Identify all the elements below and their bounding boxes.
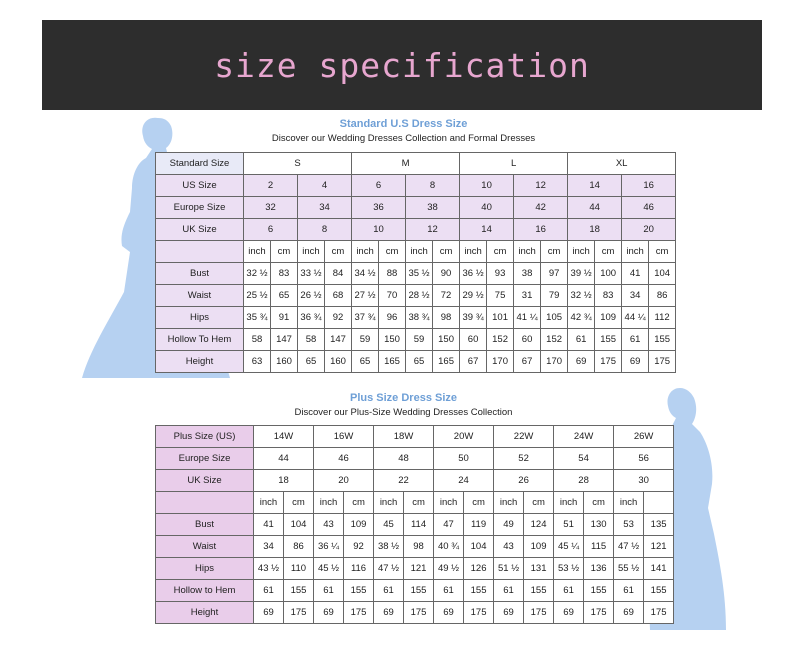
europe-size-cell: 40 <box>460 197 514 219</box>
plus-uk-cell: 20 <box>314 470 374 492</box>
measurement-cell: 98 <box>404 536 434 558</box>
unit-cell: inch <box>514 241 541 263</box>
measurement-cell: 104 <box>464 536 494 558</box>
plus-europe-cell: 54 <box>554 448 614 470</box>
measurement-cell: 35 ¾ <box>244 307 271 329</box>
measurement-cell: 68 <box>325 285 352 307</box>
measurement-cell: 131 <box>524 558 554 580</box>
measurement-cell: 141 <box>644 558 674 580</box>
measurement-cell: 65 <box>406 351 433 373</box>
measurement-cell: 69 <box>568 351 595 373</box>
measurement-cell: 119 <box>464 514 494 536</box>
plus-uk-cell: 22 <box>374 470 434 492</box>
measurement-label: Hollow to Hem <box>156 580 254 602</box>
plus-eu-row <box>156 448 674 470</box>
plus-unit-row <box>156 492 674 514</box>
plus-section-title: Plus Size Dress Size <box>350 392 457 404</box>
measurement-row <box>156 580 674 602</box>
measurement-cell: 43 ½ <box>254 558 284 580</box>
measurement-cell: 36 ½ <box>460 263 487 285</box>
measurement-cell: 69 <box>614 602 644 624</box>
measurement-cell: 152 <box>541 329 568 351</box>
measurement-cell: 175 <box>584 602 614 624</box>
measurement-cell: 34 <box>254 536 284 558</box>
plus-us-row <box>156 426 674 448</box>
unit-cell: cm <box>284 492 314 514</box>
measurement-cell: 112 <box>649 307 676 329</box>
unit-cell: cm <box>584 492 614 514</box>
uk-size-cell: 10 <box>352 219 406 241</box>
unit-cell: inch <box>352 241 379 263</box>
measurement-row <box>156 536 674 558</box>
measurement-cell: 67 <box>460 351 487 373</box>
measurement-cell: 109 <box>524 536 554 558</box>
us-size-cell: 4 <box>298 175 352 197</box>
measurement-label: Waist <box>156 536 254 558</box>
measurement-cell: 170 <box>487 351 514 373</box>
measurement-label: Hollow To Hem <box>156 329 244 351</box>
measurement-cell: 121 <box>404 558 434 580</box>
measurement-label: Hips <box>156 307 244 329</box>
plus-measurement-rows <box>156 514 674 624</box>
measurement-cell: 175 <box>649 351 676 373</box>
measurement-cell: 39 ½ <box>568 263 595 285</box>
measurement-cell: 34 ½ <box>352 263 379 285</box>
measurement-cell: 38 ½ <box>374 536 404 558</box>
measurement-cell: 69 <box>554 602 584 624</box>
measurement-cell: 70 <box>379 285 406 307</box>
measurement-cell: 116 <box>344 558 374 580</box>
uk-size-cell: 18 <box>568 219 622 241</box>
measurement-cell: 150 <box>379 329 406 351</box>
unit-cell: cm <box>487 241 514 263</box>
measurement-cell: 155 <box>404 580 434 602</box>
measurement-cell: 93 <box>487 263 514 285</box>
plus-uk-cell: 24 <box>434 470 494 492</box>
measurement-cell: 83 <box>271 263 298 285</box>
measurement-cell: 25 ½ <box>244 285 271 307</box>
measurement-label: Bust <box>156 263 244 285</box>
measurement-cell: 86 <box>649 285 676 307</box>
standard-unit-row <box>156 241 676 263</box>
plus-size-cell: 24W <box>554 426 614 448</box>
measurement-cell: 58 <box>298 329 325 351</box>
unit-cell: inch <box>554 492 584 514</box>
measurement-cell: 155 <box>595 329 622 351</box>
unit-cell: inch <box>244 241 271 263</box>
measurement-cell: 109 <box>595 307 622 329</box>
unit-cell: inch <box>314 492 344 514</box>
measurement-cell: 90 <box>433 263 460 285</box>
measurement-cell: 91 <box>271 307 298 329</box>
measurement-label: Height <box>156 351 244 373</box>
plus-size-cell: 18W <box>374 426 434 448</box>
measurement-cell: 59 <box>406 329 433 351</box>
unit-cell: cm <box>271 241 298 263</box>
europe-size-cell: 42 <box>514 197 568 219</box>
measurement-cell: 175 <box>284 602 314 624</box>
measurement-cell: 36 ¼ <box>314 536 344 558</box>
measurement-cell: 61 <box>622 329 649 351</box>
uk-size-cell: 8 <box>298 219 352 241</box>
measurement-row <box>156 285 676 307</box>
measurement-row <box>156 351 676 373</box>
measurement-cell: 38 ¾ <box>406 307 433 329</box>
us-size-label: US Size <box>156 175 244 197</box>
measurement-cell: 61 <box>254 580 284 602</box>
unit-cell <box>644 492 674 514</box>
measurement-row <box>156 263 676 285</box>
measurement-cell: 35 ½ <box>406 263 433 285</box>
measurement-cell: 61 <box>434 580 464 602</box>
measurement-cell: 27 ½ <box>352 285 379 307</box>
measurement-cell: 69 <box>374 602 404 624</box>
europe-size-cell: 38 <box>406 197 460 219</box>
measurement-cell: 92 <box>325 307 352 329</box>
measurement-cell: 45 ½ <box>314 558 344 580</box>
plus-europe-cell: 52 <box>494 448 554 470</box>
standard-size-label: Standard Size <box>156 153 244 175</box>
uk-size-cell: 6 <box>244 219 298 241</box>
measurement-cell: 104 <box>649 263 676 285</box>
measurement-cell: 29 ½ <box>460 285 487 307</box>
measurement-cell: 55 ½ <box>614 558 644 580</box>
plus-size-cell: 14W <box>254 426 314 448</box>
europe-size-cell: 32 <box>244 197 298 219</box>
measurement-label: Bust <box>156 514 254 536</box>
unit-cell: cm <box>524 492 554 514</box>
measurement-cell: 36 ¾ <box>298 307 325 329</box>
measurement-cell: 47 ½ <box>614 536 644 558</box>
measurement-cell: 135 <box>644 514 674 536</box>
measurement-cell: 34 <box>622 285 649 307</box>
measurement-cell: 75 <box>487 285 514 307</box>
measurement-cell: 175 <box>595 351 622 373</box>
standard-section-title: Standard U.S Dress Size <box>339 118 468 130</box>
standard-group-row <box>156 153 676 175</box>
unit-cell: inch <box>494 492 524 514</box>
uk-size-cell: 20 <box>622 219 676 241</box>
unit-cell: cm <box>344 492 374 514</box>
unit-cell: cm <box>325 241 352 263</box>
plus-size-cell: 22W <box>494 426 554 448</box>
plus-europe-cell: 56 <box>614 448 674 470</box>
measurement-cell: 53 ½ <box>554 558 584 580</box>
unit-cell: inch <box>568 241 595 263</box>
measurement-cell: 105 <box>541 307 568 329</box>
measurement-cell: 150 <box>433 329 460 351</box>
standard-section-subtitle: Discover our Wedding Dresses Collection and Formal Dresses <box>271 133 536 144</box>
measurement-row <box>156 514 674 536</box>
plus-size-cell: 20W <box>434 426 494 448</box>
measurement-label: Hips <box>156 558 254 580</box>
measurement-cell: 61 <box>494 580 524 602</box>
europe-size-label: Europe Size <box>156 197 244 219</box>
measurement-cell: 45 <box>374 514 404 536</box>
measurement-cell: 31 <box>514 285 541 307</box>
measurement-cell: 39 ¾ <box>460 307 487 329</box>
measurement-cell: 72 <box>433 285 460 307</box>
measurement-cell: 69 <box>622 351 649 373</box>
measurement-cell: 41 <box>254 514 284 536</box>
unit-cell: inch <box>374 492 404 514</box>
unit-cell: cm <box>464 492 494 514</box>
europe-size-cell: 34 <box>298 197 352 219</box>
measurement-cell: 32 ½ <box>244 263 271 285</box>
plus-uk-cell: 26 <box>494 470 554 492</box>
unit-corner-cell <box>156 241 244 263</box>
measurement-cell: 175 <box>644 602 674 624</box>
us-size-cell: 6 <box>352 175 406 197</box>
unit-cell: cm <box>379 241 406 263</box>
us-size-cell: 8 <box>406 175 460 197</box>
measurement-cell: 147 <box>271 329 298 351</box>
measurement-cell: 160 <box>325 351 352 373</box>
title-banner <box>42 20 762 110</box>
measurement-cell: 43 <box>314 514 344 536</box>
us-size-cell: 16 <box>622 175 676 197</box>
measurement-cell: 65 <box>352 351 379 373</box>
measurement-cell: 115 <box>584 536 614 558</box>
measurement-cell: 60 <box>514 329 541 351</box>
measurement-row <box>156 329 676 351</box>
standard-size-table <box>155 152 676 373</box>
measurement-cell: 51 ½ <box>494 558 524 580</box>
measurement-cell: 61 <box>568 329 595 351</box>
measurement-cell: 170 <box>541 351 568 373</box>
measurement-cell: 63 <box>244 351 271 373</box>
measurement-cell: 165 <box>433 351 460 373</box>
measurement-row <box>156 602 674 624</box>
measurement-cell: 69 <box>494 602 524 624</box>
measurement-cell: 67 <box>514 351 541 373</box>
measurement-cell: 104 <box>284 514 314 536</box>
measurement-cell: 49 ½ <box>434 558 464 580</box>
measurement-cell: 96 <box>379 307 406 329</box>
europe-size-cell: 36 <box>352 197 406 219</box>
plus-europe-cell: 44 <box>254 448 314 470</box>
plus-size-label: Plus Size (US) <box>156 426 254 448</box>
plus-uk-row <box>156 470 674 492</box>
measurement-cell: 92 <box>344 536 374 558</box>
group-cell: S <box>244 153 352 175</box>
measurement-cell: 42 ¾ <box>568 307 595 329</box>
plus-europe-cell: 50 <box>434 448 494 470</box>
measurement-label: Height <box>156 602 254 624</box>
plus-size-cell: 26W <box>614 426 674 448</box>
plus-size-cell: 16W <box>314 426 374 448</box>
us-size-cell: 2 <box>244 175 298 197</box>
measurement-cell: 155 <box>524 580 554 602</box>
group-cell: L <box>460 153 568 175</box>
measurement-cell: 69 <box>314 602 344 624</box>
measurement-cell: 49 <box>494 514 524 536</box>
measurement-row <box>156 558 674 580</box>
measurement-cell: 41 ¼ <box>514 307 541 329</box>
unit-cell: inch <box>460 241 487 263</box>
measurement-cell: 61 <box>374 580 404 602</box>
measurement-cell: 175 <box>344 602 374 624</box>
measurement-label: Waist <box>156 285 244 307</box>
measurement-cell: 155 <box>649 329 676 351</box>
measurement-cell: 51 <box>554 514 584 536</box>
measurement-cell: 147 <box>325 329 352 351</box>
measurement-cell: 61 <box>554 580 584 602</box>
measurement-cell: 175 <box>404 602 434 624</box>
uk-size-cell: 12 <box>406 219 460 241</box>
plus-uk-cell: 28 <box>554 470 614 492</box>
standard-eu-row <box>156 197 676 219</box>
plus-europe-cell: 46 <box>314 448 374 470</box>
unit-cell: cm <box>404 492 434 514</box>
measurement-cell: 114 <box>404 514 434 536</box>
measurement-cell: 44 ¼ <box>622 307 649 329</box>
measurement-cell: 155 <box>464 580 494 602</box>
plus-uk-cell: 18 <box>254 470 314 492</box>
measurement-cell: 69 <box>254 602 284 624</box>
unit-cell: inch <box>434 492 464 514</box>
measurement-cell: 100 <box>595 263 622 285</box>
measurement-cell: 175 <box>464 602 494 624</box>
measurement-cell: 101 <box>487 307 514 329</box>
measurement-cell: 26 ½ <box>298 285 325 307</box>
plus-europe-label: Europe Size <box>156 448 254 470</box>
measurement-cell: 43 <box>494 536 524 558</box>
measurement-cell: 58 <box>244 329 271 351</box>
plus-section-subtitle: Discover our Plus-Size Wedding Dresses Collection <box>294 407 513 418</box>
measurement-cell: 47 <box>434 514 464 536</box>
us-size-cell: 12 <box>514 175 568 197</box>
measurement-cell: 38 <box>514 263 541 285</box>
measurement-cell: 152 <box>487 329 514 351</box>
plus-europe-cell: 48 <box>374 448 434 470</box>
measurement-row <box>156 307 676 329</box>
measurement-cell: 37 ¾ <box>352 307 379 329</box>
measurement-cell: 109 <box>344 514 374 536</box>
measurement-cell: 65 <box>298 351 325 373</box>
unit-cell: inch <box>614 492 644 514</box>
measurement-cell: 126 <box>464 558 494 580</box>
measurement-cell: 41 <box>622 263 649 285</box>
measurement-cell: 69 <box>434 602 464 624</box>
measurement-cell: 28 ½ <box>406 285 433 307</box>
standard-us-row <box>156 175 676 197</box>
uk-size-cell: 16 <box>514 219 568 241</box>
europe-size-cell: 44 <box>568 197 622 219</box>
europe-size-cell: 46 <box>622 197 676 219</box>
measurement-cell: 45 ¼ <box>554 536 584 558</box>
banner-title: size specification <box>214 45 590 85</box>
unit-cell: inch <box>298 241 325 263</box>
measurement-cell: 53 <box>614 514 644 536</box>
measurement-cell: 175 <box>524 602 554 624</box>
measurement-cell: 110 <box>284 558 314 580</box>
measurement-cell: 160 <box>271 351 298 373</box>
measurement-cell: 88 <box>379 263 406 285</box>
measurement-cell: 136 <box>584 558 614 580</box>
measurement-cell: 98 <box>433 307 460 329</box>
measurement-cell: 59 <box>352 329 379 351</box>
unit-cell: cm <box>541 241 568 263</box>
plus-size-table <box>155 425 674 624</box>
unit-cell: cm <box>649 241 676 263</box>
measurement-cell: 121 <box>644 536 674 558</box>
group-cell: M <box>352 153 460 175</box>
unit-cell: cm <box>595 241 622 263</box>
measurement-cell: 165 <box>379 351 406 373</box>
measurement-cell: 61 <box>314 580 344 602</box>
measurement-cell: 155 <box>644 580 674 602</box>
measurement-cell: 33 ½ <box>298 263 325 285</box>
measurement-cell: 155 <box>344 580 374 602</box>
measurement-cell: 61 <box>614 580 644 602</box>
measurement-cell: 47 ½ <box>374 558 404 580</box>
unit-cell: inch <box>622 241 649 263</box>
group-cell: XL <box>568 153 676 175</box>
measurement-cell: 65 <box>271 285 298 307</box>
unit-cell: cm <box>433 241 460 263</box>
unit-cell: inch <box>406 241 433 263</box>
standard-measurement-rows <box>156 263 676 373</box>
measurement-cell: 40 ¾ <box>434 536 464 558</box>
measurement-cell: 155 <box>284 580 314 602</box>
us-size-cell: 14 <box>568 175 622 197</box>
measurement-cell: 130 <box>584 514 614 536</box>
plus-uk-cell: 30 <box>614 470 674 492</box>
uk-size-cell: 14 <box>460 219 514 241</box>
measurement-cell: 86 <box>284 536 314 558</box>
measurement-cell: 84 <box>325 263 352 285</box>
plus-uk-label: UK Size <box>156 470 254 492</box>
us-size-cell: 10 <box>460 175 514 197</box>
uk-size-label: UK Size <box>156 219 244 241</box>
unit-cell: inch <box>254 492 284 514</box>
measurement-cell: 83 <box>595 285 622 307</box>
standard-uk-row <box>156 219 676 241</box>
measurement-cell: 32 ½ <box>568 285 595 307</box>
measurement-cell: 124 <box>524 514 554 536</box>
unit-corner-cell <box>156 492 254 514</box>
measurement-cell: 79 <box>541 285 568 307</box>
measurement-cell: 97 <box>541 263 568 285</box>
measurement-cell: 155 <box>584 580 614 602</box>
measurement-cell: 60 <box>460 329 487 351</box>
